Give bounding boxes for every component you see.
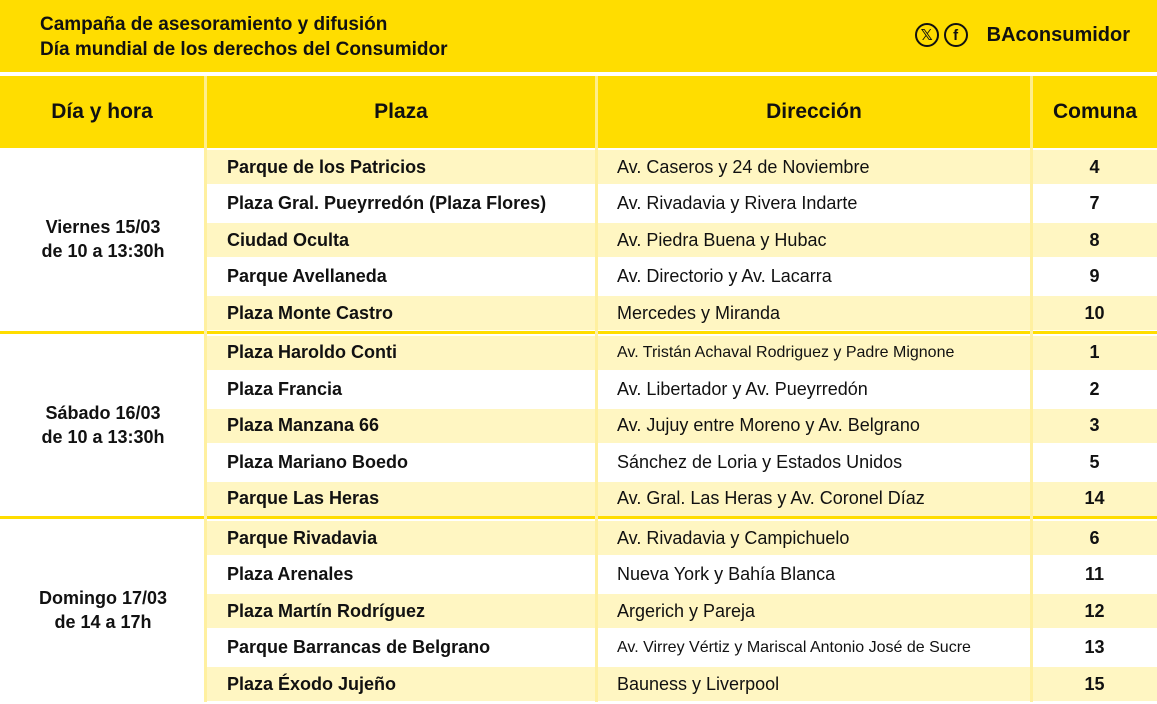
column-separator	[595, 148, 598, 702]
column-separator	[1030, 148, 1033, 702]
plaza-cell: Plaza Martín Rodríguez	[227, 600, 426, 621]
day-time-cell	[4, 148, 202, 331]
comuna-cell: 7	[1089, 193, 1100, 213]
column-header-comuna: Comuna	[1053, 100, 1137, 123]
table-header	[0, 76, 1157, 148]
comuna-cell: 2	[1089, 378, 1100, 399]
table-row	[206, 667, 1157, 701]
plaza-cell: Plaza Gral. Pueyrredón (Plaza Flores)	[227, 193, 547, 213]
direccion-cell: Argerich y Pareja	[617, 600, 756, 621]
day-label: Domingo 17/03	[38, 588, 168, 609]
plaza-cell: Parque de los Patricios	[227, 156, 427, 177]
comuna-cell: 3	[1089, 415, 1100, 435]
schedule-table	[0, 72, 1157, 704]
direccion-cell: Av. Jujuy entre Moreno y Av. Belgrano	[617, 415, 920, 435]
time-label: de 10 a 13:30h	[41, 426, 165, 447]
comuna-cell: 5	[1089, 451, 1100, 472]
comuna-cell: 1	[1089, 342, 1100, 362]
table-row	[206, 336, 1157, 370]
social-links	[915, 23, 1130, 47]
plaza-cell: Plaza Francia	[227, 378, 343, 399]
time-label: de 14 a 17h	[54, 612, 152, 633]
table-row	[206, 445, 1157, 479]
direccion-cell: Av. Virrey Vértiz y Mariscal Antonio José de Sucre	[617, 638, 971, 656]
campaign-subtitle: Día mundial de los derechos del Consumidor	[40, 39, 448, 60]
x-twitter-icon[interactable]: 𝕏	[915, 23, 939, 47]
table-row	[206, 260, 1157, 294]
plaza-cell: Plaza Mariano Boedo	[227, 451, 409, 472]
table-row	[206, 409, 1157, 443]
direccion-cell: Av. Directorio y Av. Lacarra	[617, 266, 832, 286]
direccion-cell: Sánchez de Loria y Estados Unidos	[617, 451, 903, 472]
table-row	[206, 187, 1157, 221]
comuna-cell: 15	[1084, 673, 1105, 694]
direccion-cell: Av. Rivadavia y Rivera Indarte	[617, 193, 858, 213]
comuna-cell: 8	[1089, 229, 1100, 250]
column-header-dia-hora: Día y hora	[51, 100, 153, 123]
day-label: Sábado 16/03	[45, 402, 161, 423]
direccion-cell: Bauness y Liverpool	[617, 673, 780, 694]
comuna-cell: 11	[1084, 564, 1105, 584]
column-header-direccion: Dirección	[766, 100, 862, 123]
plaza-cell: Plaza Éxodo Jujeño	[227, 673, 397, 694]
comuna-cell: 12	[1084, 600, 1105, 621]
plaza-cell: Ciudad Oculta	[227, 229, 350, 250]
plaza-cell: Parque Barrancas de Belgrano	[227, 637, 491, 657]
direccion-cell: Av. Gral. Las Heras y Av. Coronel Díaz	[617, 488, 925, 508]
table-row	[206, 372, 1157, 406]
table-row	[206, 521, 1157, 555]
comuna-cell: 10	[1084, 302, 1105, 323]
direccion-cell: Mercedes y Miranda	[617, 302, 781, 323]
plaza-cell: Plaza Monte Castro	[227, 302, 394, 323]
comuna-cell: 6	[1089, 527, 1100, 548]
direccion-cell: Av. Libertador y Av. Pueyrredón	[617, 378, 868, 399]
table-row	[206, 631, 1157, 665]
direccion-cell: Av. Piedra Buena y Hubac	[617, 229, 827, 250]
direccion-cell: Av. Tristán Achaval Rodriguez y Padre Mignone	[617, 343, 955, 361]
plaza-cell: Parque Avellaneda	[227, 266, 387, 286]
plaza-cell: Plaza Arenales	[227, 564, 354, 584]
comuna-cell: 4	[1089, 156, 1100, 177]
direccion-cell: Av. Rivadavia y Campichuelo	[617, 527, 850, 548]
column-header-plaza: Plaza	[374, 100, 428, 123]
table-row	[206, 482, 1157, 516]
day-time-cell	[4, 334, 202, 517]
table-row	[206, 150, 1157, 184]
plaza-cell: Parque Las Heras	[227, 488, 380, 508]
column-separator	[204, 148, 207, 702]
comuna-cell: 13	[1084, 637, 1105, 657]
time-label: de 10 a 13:30h	[41, 241, 165, 262]
social-handle: BAconsumidor	[986, 23, 1130, 46]
table-row	[206, 558, 1157, 592]
table-row	[206, 594, 1157, 628]
table-row	[206, 296, 1157, 330]
header-titles	[40, 12, 448, 62]
page-header	[0, 0, 1157, 72]
plaza-cell: Plaza Haroldo Conti	[227, 342, 398, 362]
day-time-cell	[4, 519, 202, 702]
day-label: Viernes 15/03	[45, 217, 161, 238]
comuna-cell: 9	[1089, 266, 1100, 286]
comuna-cell: 14	[1084, 488, 1105, 508]
direccion-cell: Nueva York y Bahía Blanca	[617, 564, 836, 584]
plaza-cell: Plaza Manzana 66	[227, 415, 380, 435]
campaign-title: Campaña de asesoramiento y difusión	[40, 14, 388, 35]
direccion-cell: Av. Caseros y 24 de Noviembre	[617, 156, 870, 177]
facebook-icon[interactable]: f	[944, 23, 968, 47]
plaza-cell: Parque Rivadavia	[227, 527, 378, 548]
table-row	[206, 223, 1157, 257]
